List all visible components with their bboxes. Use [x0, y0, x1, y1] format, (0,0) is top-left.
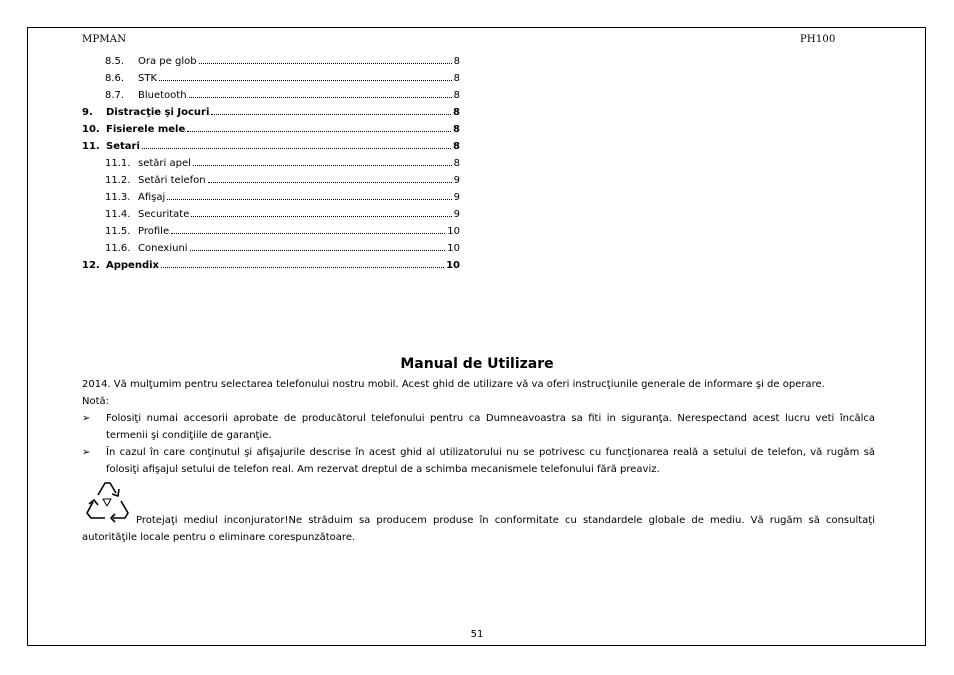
toc-page-number: 8 — [453, 73, 460, 84]
toc-entry — [82, 138, 460, 155]
toc-number: 8.6. — [105, 73, 125, 84]
toc-dot-leader — [171, 233, 445, 234]
arrow-bullet-icon: ➢ — [82, 447, 91, 458]
toc-page-number: 9 — [453, 209, 460, 220]
toc-title: Securitate — [138, 209, 190, 220]
toc-title: Ora pe glob — [138, 56, 197, 67]
note-label: Notă: — [82, 396, 110, 407]
toc-number: 8.7. — [105, 90, 125, 101]
toc-page-number: 10 — [447, 226, 460, 237]
toc-title: Conexiuni — [138, 243, 188, 254]
toc-dot-leader — [208, 182, 452, 183]
toc-page-number: 9 — [453, 192, 460, 203]
list-item — [82, 444, 875, 478]
toc-page-number: 8 — [453, 107, 460, 118]
intro-paragraph: 2014. Vă mulţumim pentru selectarea telefonului nostru mobil. Acest ghid de utilizare vă va oferi instrucţiunile generale de informare şi de operare. — [82, 379, 825, 390]
toc-title: Setari — [106, 141, 140, 152]
toc-number: 8.5. — [105, 56, 125, 67]
toc-entry — [82, 70, 460, 87]
toc-number: 9. — [82, 107, 93, 118]
header-brand: MPMAN — [82, 34, 127, 45]
toc-title: setări apel — [138, 158, 191, 169]
toc-dot-leader — [142, 148, 451, 149]
toc-entry — [82, 155, 460, 172]
toc-page-number: 10 — [447, 243, 460, 254]
toc-title: Afişaj — [138, 192, 166, 203]
toc-page-number: 8 — [453, 90, 460, 101]
page-title: Manual de Utilizare — [400, 356, 554, 372]
toc-entry — [82, 223, 460, 240]
toc-page-number: 10 — [446, 260, 460, 271]
list-item — [82, 410, 875, 444]
toc-page-number: 8 — [453, 56, 460, 67]
toc-page-number: 8 — [453, 124, 460, 135]
table-of-contents — [82, 53, 460, 274]
toc-dot-leader — [191, 216, 451, 217]
toc-dot-leader — [161, 267, 444, 268]
toc-dot-leader — [159, 80, 452, 81]
toc-title: Profile — [138, 226, 170, 237]
bullet-text: În cazul în care conţinutul şi afişajurile descrise în acest ghid al utilizatorului nu se potrivesc cu funcţionarea reală a setului de telefon, vă rugăm să folosiţi afişajul setului de telefon real. Am rezervat dreptul de a schimba mecanismele telefonului fără preaviz. — [106, 447, 875, 475]
toc-number: 11.2. — [105, 175, 131, 186]
toc-title: Bluetooth — [138, 90, 187, 101]
toc-entry — [82, 104, 460, 121]
toc-number: 11.1. — [105, 158, 131, 169]
toc-number: 11.6. — [105, 243, 131, 254]
toc-title: Fisierele mele — [106, 124, 186, 135]
arrow-bullet-icon: ➢ — [82, 413, 91, 424]
toc-page-number: 8 — [453, 141, 460, 152]
toc-dot-leader — [167, 199, 451, 200]
toc-dot-leader — [211, 114, 451, 115]
toc-page-number: 8 — [453, 158, 460, 169]
toc-page-number: 9 — [453, 175, 460, 186]
toc-entry — [82, 257, 460, 274]
toc-entry — [82, 172, 460, 189]
toc-dot-leader — [189, 97, 452, 98]
toc-entry — [82, 87, 460, 104]
header-model: PH100 — [800, 34, 836, 45]
environment-paragraph: Protejaţi mediul inconjurator!Ne străduim sa producem produse în conformitate cu standardele globale de mediu. Vă rugăm să consultaţi autorităţile locale pentru o eliminare corespunzătoare. — [82, 515, 875, 543]
page-number: 51 — [470, 629, 484, 640]
toc-dot-leader — [187, 131, 451, 132]
toc-number: 11.4. — [105, 209, 131, 220]
toc-number: 10. — [82, 124, 100, 135]
toc-number: 11.5. — [105, 226, 131, 237]
toc-entry — [82, 189, 460, 206]
toc-dot-leader — [199, 63, 452, 64]
toc-number: 11. — [82, 141, 100, 152]
toc-title: STK — [138, 73, 158, 84]
bullet-text: Folosiţi numai accesorii aprobate de producătorul telefonului pentru ca Dumneavoastra sa fiti in siguranţa. Nerespectand acest lucru veti încălca termenii şi condiţiile de garanţie. — [106, 413, 875, 441]
toc-number: 12. — [82, 260, 100, 271]
toc-number: 11.3. — [105, 192, 131, 203]
toc-title: Appendix — [106, 260, 159, 271]
toc-entry — [82, 240, 460, 257]
toc-entry — [82, 206, 460, 223]
toc-entry — [82, 53, 460, 70]
toc-title: Setări telefon — [138, 175, 206, 186]
toc-entry — [82, 121, 460, 138]
toc-dot-leader — [190, 250, 446, 251]
toc-dot-leader — [193, 165, 452, 166]
toc-title: Distracţie şi Jocuri — [106, 107, 210, 118]
